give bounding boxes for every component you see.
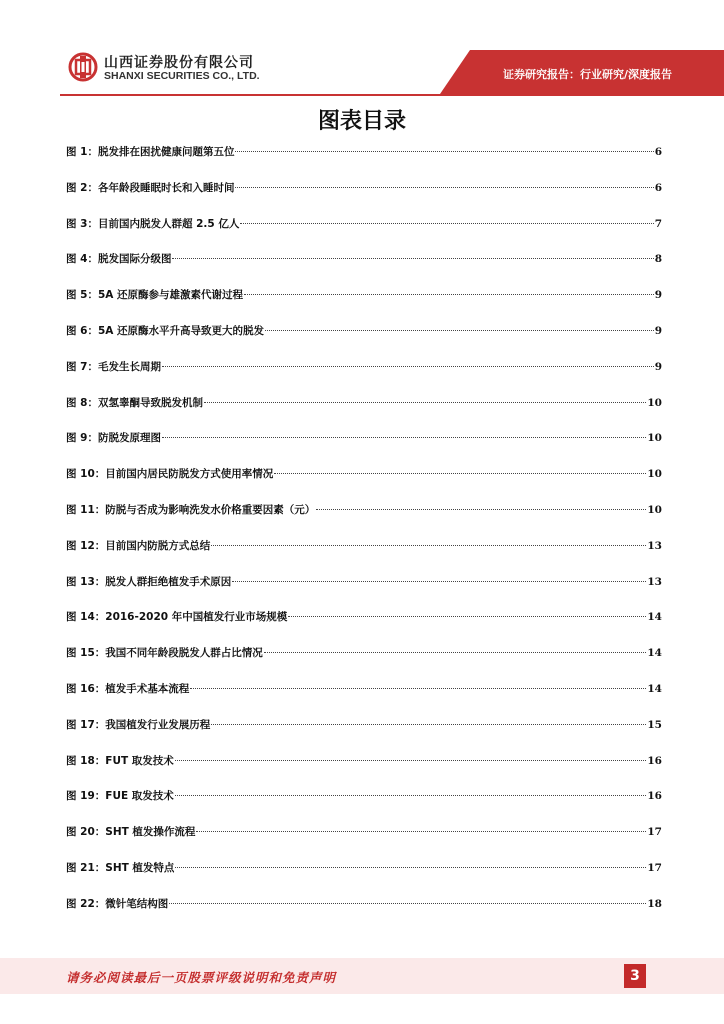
- toc-page: 6: [654, 181, 662, 194]
- dot-leader: [211, 545, 646, 546]
- toc-label: 图 11：防脱与否成为影响洗发水价格重要因素（元）: [66, 503, 316, 516]
- toc-entry-7[interactable]: [66, 359, 662, 395]
- toc-label: 图 15：我国不同年龄段脱发人群占比情况: [66, 647, 263, 660]
- dot-leader: [172, 258, 653, 259]
- toc-entry-18[interactable]: [66, 753, 662, 789]
- dot-leader: [175, 867, 646, 868]
- toc-page: 18: [647, 897, 662, 910]
- toc-page: 14: [647, 647, 662, 660]
- toc-label: 图 17：我国植发行业发展历程: [66, 718, 211, 731]
- toc-label: 图 7：毛发生长周期: [66, 360, 161, 373]
- dot-leader: [162, 437, 646, 438]
- toc-entry-10[interactable]: [66, 466, 662, 502]
- toc-label: 图 2：各年龄段睡眠时长和入睡时间: [66, 181, 235, 194]
- toc-entry-6[interactable]: [66, 323, 662, 359]
- dot-leader: [211, 724, 646, 725]
- toc-label: 图 8：双氢睾酮导致脱发机制: [66, 396, 203, 409]
- toc-page: 9: [654, 289, 662, 302]
- toc-page: 13: [647, 539, 662, 552]
- toc-label: 图 3：目前国内脱发人群超 2.5 亿人: [66, 217, 240, 230]
- page-footer: [0, 958, 724, 994]
- dot-leader: [316, 509, 646, 510]
- toc-page: 16: [647, 754, 662, 767]
- dot-leader: [190, 688, 646, 689]
- toc-label: 图 20：SHT 植发操作流程: [66, 826, 196, 839]
- dot-leader: [264, 652, 647, 653]
- toc-entry-19[interactable]: [66, 788, 662, 824]
- toc-entry-9[interactable]: [66, 430, 662, 466]
- toc-page: 17: [647, 826, 662, 839]
- toc-page: 14: [647, 682, 662, 695]
- toc-page: 13: [647, 575, 662, 588]
- page-number: 3: [624, 964, 646, 988]
- page-title: 图表目录: [317, 109, 406, 134]
- toc-label: 图 5：5A 还原酶参与雄激素代谢过程: [66, 289, 244, 302]
- toc-page: 10: [647, 468, 662, 481]
- header-divider: [60, 94, 724, 96]
- dot-leader: [169, 903, 646, 904]
- toc-label: 图 10：目前国内居民防脱发方式使用率情况: [66, 468, 274, 481]
- toc-entry-15[interactable]: [66, 645, 662, 681]
- toc-entry-21[interactable]: [66, 860, 662, 896]
- toc-label: 图 16：植发手术基本流程: [66, 682, 190, 695]
- company-logo-icon: [68, 52, 98, 82]
- toc-page: 14: [647, 611, 662, 624]
- toc-page: 8: [654, 253, 662, 266]
- toc-page: 10: [647, 503, 662, 516]
- toc-page: 10: [647, 396, 662, 409]
- company-name-cn: 山西证券股份有限公司: [104, 55, 254, 71]
- dot-leader: [196, 831, 646, 832]
- dot-leader: [235, 151, 653, 152]
- dot-leader: [232, 581, 646, 582]
- toc-entry-4[interactable]: [66, 251, 662, 287]
- toc-page: 16: [647, 790, 662, 803]
- page-header: [0, 0, 724, 100]
- toc-label: 图 12：目前国内防脱方式总结: [66, 539, 211, 552]
- toc-page: 9: [654, 324, 662, 337]
- toc-entry-2[interactable]: [66, 180, 662, 216]
- toc-entry-11[interactable]: [66, 502, 662, 538]
- toc-page: 17: [647, 861, 662, 874]
- figure-list: [66, 144, 662, 932]
- toc-label: 图 22：微针笔结构图: [66, 897, 169, 910]
- toc-label: 图 4：脱发国际分级图: [66, 253, 172, 266]
- toc-label: 图 13：脱发人群拒绝植发手术原因: [66, 575, 232, 588]
- toc-entry-5[interactable]: [66, 287, 662, 323]
- toc-entry-3[interactable]: [66, 216, 662, 252]
- disclaimer-notice: 请务必阅读最后一页股票评级说明和免责声明: [66, 970, 337, 985]
- toc-entry-22[interactable]: [66, 896, 662, 932]
- toc-entry-13[interactable]: [66, 574, 662, 610]
- company-name-en: SHANXI SECURITIES CO., LTD.: [104, 70, 260, 82]
- toc-label: 图 1：脱发排在困扰健康问题第五位: [66, 146, 235, 158]
- dot-leader: [175, 795, 647, 796]
- report-type-banner: [440, 50, 724, 94]
- dot-leader: [244, 294, 654, 295]
- toc-page: 10: [647, 432, 662, 445]
- toc-label: 图 21：SHT 植发特点: [66, 861, 175, 874]
- toc-entry-16[interactable]: [66, 681, 662, 717]
- dot-leader: [288, 616, 646, 617]
- dot-leader: [240, 223, 653, 224]
- toc-page: 6: [654, 146, 662, 158]
- toc-label: 图 18：FUT 取发技术: [66, 754, 174, 767]
- toc-label: 图 6：5A 还原酶水平升高导致更大的脱发: [66, 324, 265, 337]
- toc-entry-1[interactable]: [66, 144, 662, 180]
- dot-leader: [235, 187, 653, 188]
- toc-label: 图 9：防脱发原理图: [66, 432, 161, 445]
- toc-entry-12[interactable]: [66, 538, 662, 574]
- toc-page: 7: [654, 217, 662, 230]
- dot-leader: [162, 366, 654, 367]
- toc-label: 图 19：FUE 取发技术: [66, 790, 174, 803]
- toc-entry-8[interactable]: [66, 395, 662, 431]
- toc-page: 15: [647, 718, 662, 731]
- report-type: 证券研究报告：行业研究/深度报告: [502, 68, 672, 81]
- toc-label: 图 14：2016-2020 年中国植发行业市场规模: [66, 611, 288, 624]
- toc-entry-20[interactable]: [66, 824, 662, 860]
- dot-leader: [265, 330, 654, 331]
- toc-entry-14[interactable]: [66, 609, 662, 645]
- toc-entry-17[interactable]: [66, 717, 662, 753]
- toc-page: 9: [654, 360, 662, 373]
- dot-leader: [204, 402, 646, 403]
- dot-leader: [274, 473, 646, 474]
- dot-leader: [175, 760, 647, 761]
